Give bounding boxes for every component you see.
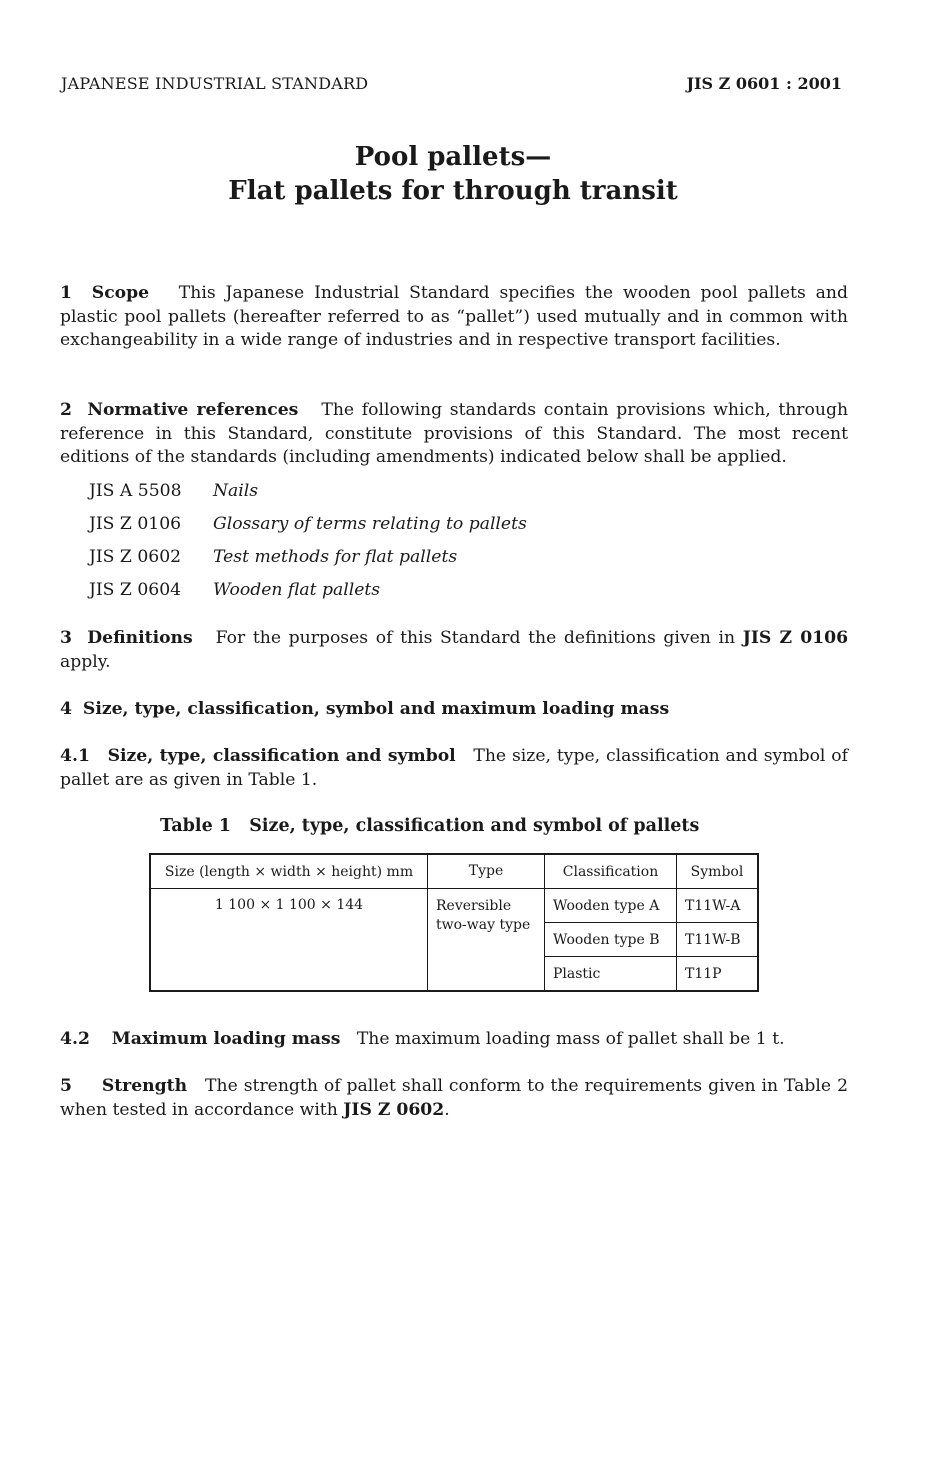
cell-type	[428, 889, 545, 992]
cell-symbol: T11W-B	[677, 923, 759, 957]
section-heading: Scope	[91, 283, 150, 303]
cell-symbol: T11W-A	[677, 889, 759, 923]
section-text: The maximum loading mass of pallet shall be 1 t.	[356, 1029, 785, 1049]
type-line-2: two-way type	[436, 917, 531, 933]
section-number: 4	[60, 699, 72, 719]
reference-item	[89, 513, 527, 536]
title-line-1: Pool pallets—	[354, 142, 552, 172]
cell-classification: Wooden type B	[545, 923, 677, 957]
header-standard-number: JIS Z 0601 : 2001	[686, 74, 842, 93]
type-line-1: Reversible	[436, 898, 512, 914]
reference-code: JIS Z 0602	[89, 547, 182, 567]
section-heading: Normative references	[87, 400, 299, 420]
section-number: 1	[60, 283, 72, 303]
reference-code: JIS A 5508	[89, 481, 182, 501]
reference-code: JIS Z 0106	[89, 514, 182, 534]
standard-reference: JIS Z 0106	[742, 628, 849, 648]
section-heading: Size, type, classification and symbol	[107, 746, 456, 766]
reference-title: Test methods for flat pallets	[213, 547, 458, 567]
section-number: 4.2	[60, 1029, 90, 1049]
table-label: Table 1	[160, 816, 231, 836]
section-text: For the purposes of this Standard the definitions given in	[215, 628, 736, 648]
reference-item	[89, 579, 380, 602]
cell-classification: Plastic	[545, 957, 677, 992]
section-text: The following standards contain provisions which, through reference in this Standard, constitute provisions of this Standard. The most recent editions of the standards (including amendments) indicated below shall be applied.	[60, 400, 849, 467]
standard-reference: JIS Z 0602	[343, 1099, 445, 1120]
reference-title: Wooden flat pallets	[213, 580, 381, 600]
section-number: 4.1	[60, 746, 90, 766]
cell-symbol: T11P	[677, 957, 759, 992]
reference-code: JIS Z 0604	[89, 580, 182, 600]
section-normative-references	[60, 399, 848, 470]
section-definitions	[60, 627, 848, 674]
section-heading: Definitions	[87, 628, 193, 648]
header-standard-name: JAPANESE INDUSTRIAL STANDARD	[61, 74, 369, 93]
section-heading: Size, type, classification, symbol and maximum loading mass	[82, 699, 670, 719]
section-number: 2	[60, 400, 72, 420]
reference-title: Nails	[213, 481, 259, 501]
header-symbol: Symbol	[677, 854, 759, 889]
page-title	[0, 140, 906, 208]
section-text: The size, type, classification and symbol of pallet are as given in Table 1.	[60, 746, 849, 790]
table-header-row	[150, 854, 758, 889]
cell-classification: Wooden type A	[545, 889, 677, 923]
section-heading: Strength	[101, 1076, 188, 1096]
cell-size: 1 100 × 1 100 × 144	[150, 889, 428, 992]
section-number: 5	[60, 1076, 72, 1096]
section-strength	[60, 1075, 848, 1122]
reference-item	[89, 546, 457, 569]
section-text: The strength of pallet shall conform to the requirements given in Table 2 when tested in accordance with	[60, 1076, 848, 1120]
section-text-end: apply.	[60, 651, 111, 672]
reference-title: Glossary of terms relating to pallets	[213, 514, 527, 534]
section-text: This Japanese Industrial Standard specifies the wooden pool pallets and plastic pool pallets (hereafter referred to as “pallet”) used mutually and in common with exchangeability in a wide range of industries and in respective transport facilities.	[60, 283, 849, 350]
section-size-sub	[60, 745, 848, 792]
section-size-type	[60, 698, 848, 722]
reference-item	[89, 480, 258, 503]
section-text-end: .	[444, 1099, 450, 1120]
header-size: Size (length × width × height) mm	[150, 854, 428, 889]
table-caption	[160, 816, 699, 836]
section-max-load	[60, 1028, 848, 1052]
section-heading: Maximum loading mass	[111, 1029, 341, 1049]
header-classification: Classification	[545, 854, 677, 889]
header-type: Type	[428, 854, 545, 889]
table-title: Size, type, classification and symbol of pallets	[249, 816, 700, 836]
title-line-2: Flat pallets for through transit	[228, 176, 678, 206]
section-scope	[60, 282, 848, 353]
table-row	[150, 889, 758, 923]
section-number: 3	[60, 628, 72, 648]
table-1	[149, 853, 759, 992]
